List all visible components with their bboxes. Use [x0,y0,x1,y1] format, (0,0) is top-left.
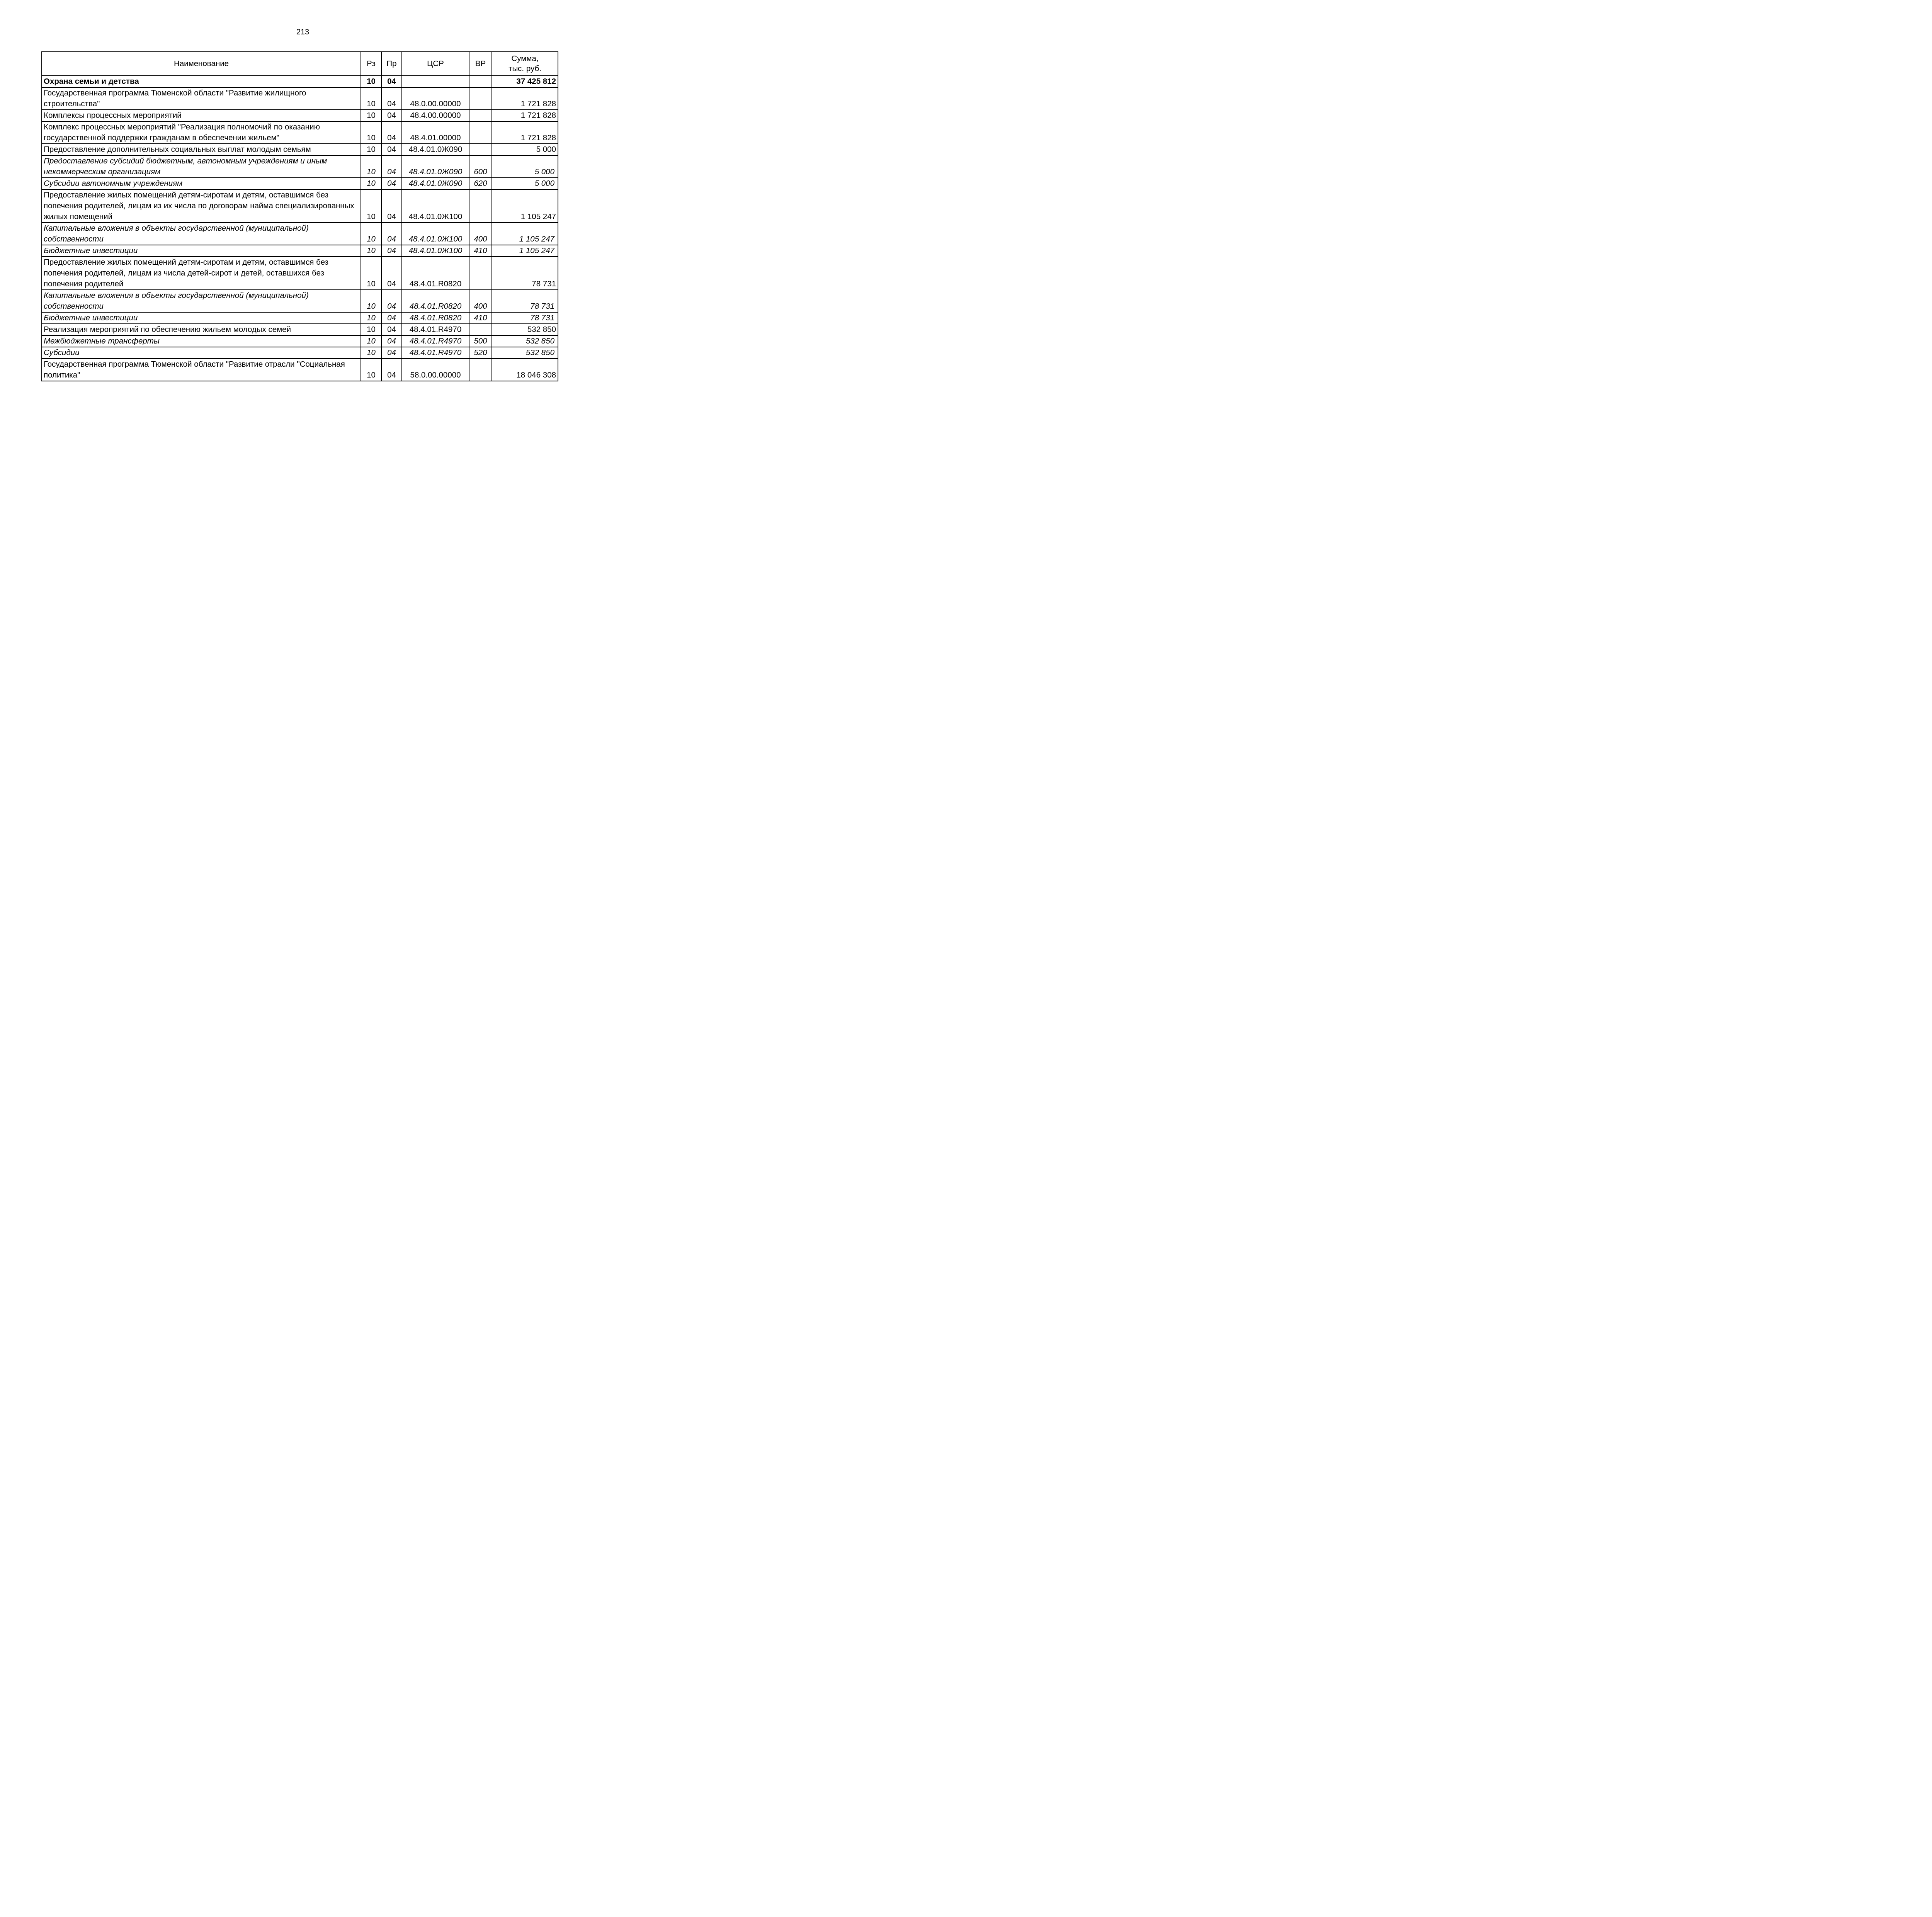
cell-vr: 520 [469,347,492,359]
cell-name: Бюджетные инвестиции [42,312,361,324]
cell-sum: 5 000 [492,178,558,189]
cell-name: Предоставление жилых помещений детям-сиротам и детям, оставшимся без попечения родителей, лицам из их числа по договорам найма специализированных жилых помещений [42,189,361,223]
header-sum [492,52,558,76]
cell-csr: 48.4.01.0Ж090 [402,155,469,178]
table-row [42,76,558,87]
cell-pr: 04 [381,324,402,335]
cell-sum: 532 850 [492,324,558,335]
cell-csr: 48.4.00.00000 [402,110,469,121]
cell-pr: 04 [381,245,402,257]
cell-sum: 532 850 [492,335,558,347]
cell-pr: 04 [381,155,402,178]
cell-name: Субсидии [42,347,361,359]
page-number: 213 [296,28,310,36]
cell-vr [469,76,492,87]
cell-sum: 37 425 812 [492,76,558,87]
cell-rz: 10 [361,76,381,87]
cell-pr: 04 [381,223,402,245]
cell-csr: 48.0.00.00000 [402,87,469,110]
cell-csr: 48.4.01.0Ж100 [402,245,469,257]
cell-pr: 04 [381,87,402,110]
cell-sum: 78 731 [492,257,558,290]
cell-csr: 48.4.01.0Ж090 [402,178,469,189]
cell-rz: 10 [361,178,381,189]
cell-name: Капитальные вложения в объекты государственной (муниципальной) собственности [42,223,361,245]
cell-name: Комплексы процессных мероприятий [42,110,361,121]
cell-name: Предоставление жилых помещений детям-сиротам и детям, оставшимся без попечения родителей, лицам из числа детей-сирот и детей, оставшихся без попечения родителей [42,257,361,290]
cell-vr: 500 [469,335,492,347]
cell-rz: 10 [361,347,381,359]
header-row [42,52,558,76]
cell-vr: 400 [469,290,492,312]
cell-rz: 10 [361,290,381,312]
cell-csr: 58.0.00.00000 [402,359,469,381]
cell-csr: 48.4.01.0Ж090 [402,144,469,155]
table-row [42,178,558,189]
table-row [42,121,558,144]
cell-name: Межбюджетные трансферты [42,335,361,347]
cell-vr: 620 [469,178,492,189]
cell-pr: 04 [381,290,402,312]
cell-vr [469,359,492,381]
cell-sum: 532 850 [492,347,558,359]
cell-csr: 48.4.01.0Ж100 [402,189,469,223]
cell-csr: 48.4.01.R4970 [402,324,469,335]
cell-vr [469,189,492,223]
cell-csr: 48.4.01.00000 [402,121,469,144]
table-row [42,189,558,223]
cell-csr [402,76,469,87]
table-row [42,110,558,121]
cell-name: Комплекс процессных мероприятий "Реализация полномочий по оказанию государственной поддержки гражданам в обеспечении жильем" [42,121,361,144]
table-row [42,347,558,359]
header-rz: Рз [361,52,381,76]
cell-vr: 400 [469,223,492,245]
cell-vr [469,110,492,121]
cell-csr: 48.4.01.0Ж100 [402,223,469,245]
cell-rz: 10 [361,312,381,324]
cell-pr: 04 [381,359,402,381]
cell-rz: 10 [361,223,381,245]
header-pr: Пр [381,52,402,76]
cell-csr: 48.4.01.R0820 [402,257,469,290]
cell-rz: 10 [361,110,381,121]
cell-rz: 10 [361,359,381,381]
cell-sum: 1 721 828 [492,87,558,110]
cell-pr: 04 [381,312,402,324]
cell-csr: 48.4.01.R4970 [402,347,469,359]
header-sum-line1: Сумма, [511,54,539,63]
cell-name: Капитальные вложения в объекты государственной (муниципальной) собственности [42,290,361,312]
cell-pr: 04 [381,257,402,290]
header-vr: ВР [469,52,492,76]
cell-name: Государственная программа Тюменской области "Развитие отрасли "Социальная политика" [42,359,361,381]
table-row [42,324,558,335]
cell-sum: 5 000 [492,144,558,155]
cell-pr: 04 [381,178,402,189]
table-row [42,312,558,324]
cell-name: Предоставление субсидий бюджетным, автономным учреждениям и иным некоммерческим организациям [42,155,361,178]
cell-name: Реализация мероприятий по обеспечению жильем молодых семей [42,324,361,335]
cell-vr [469,257,492,290]
cell-sum: 1 105 247 [492,189,558,223]
cell-rz: 10 [361,335,381,347]
budget-table [41,51,558,381]
cell-vr: 410 [469,245,492,257]
cell-sum: 1 105 247 [492,245,558,257]
table-row [42,335,558,347]
cell-vr [469,87,492,110]
cell-pr: 04 [381,121,402,144]
header-csr: ЦСР [402,52,469,76]
cell-sum: 5 000 [492,155,558,178]
cell-vr [469,121,492,144]
cell-vr [469,324,492,335]
table-row [42,223,558,245]
table-row [42,290,558,312]
cell-csr: 48.4.01.R0820 [402,290,469,312]
table-row [42,257,558,290]
cell-pr: 04 [381,335,402,347]
table-header [42,52,558,76]
cell-sum: 1 721 828 [492,121,558,144]
table-body [42,76,558,381]
cell-rz: 10 [361,144,381,155]
table-row [42,87,558,110]
cell-vr: 600 [469,155,492,178]
cell-rz: 10 [361,257,381,290]
cell-rz: 10 [361,245,381,257]
cell-vr: 410 [469,312,492,324]
cell-pr: 04 [381,144,402,155]
cell-rz: 10 [361,189,381,223]
cell-csr: 48.4.01.R0820 [402,312,469,324]
cell-name: Предоставление дополнительных социальных выплат молодым семьям [42,144,361,155]
cell-name: Охрана семьи и детства [42,76,361,87]
cell-rz: 10 [361,121,381,144]
cell-pr: 04 [381,76,402,87]
table-row [42,155,558,178]
table-row [42,144,558,155]
table-row [42,359,558,381]
cell-csr: 48.4.01.R4970 [402,335,469,347]
cell-name: Государственная программа Тюменской области "Развитие жилищного строительства" [42,87,361,110]
cell-name: Субсидии автономным учреждениям [42,178,361,189]
cell-rz: 10 [361,324,381,335]
cell-pr: 04 [381,110,402,121]
table-row [42,245,558,257]
cell-rz: 10 [361,87,381,110]
cell-rz: 10 [361,155,381,178]
cell-vr [469,144,492,155]
cell-sum: 18 046 308 [492,359,558,381]
cell-sum: 1 105 247 [492,223,558,245]
cell-sum: 78 731 [492,312,558,324]
cell-sum: 78 731 [492,290,558,312]
cell-pr: 04 [381,347,402,359]
header-name: Наименование [42,52,361,76]
header-sum-line2: тыс. руб. [509,64,541,73]
cell-name: Бюджетные инвестиции [42,245,361,257]
cell-pr: 04 [381,189,402,223]
cell-sum: 1 721 828 [492,110,558,121]
